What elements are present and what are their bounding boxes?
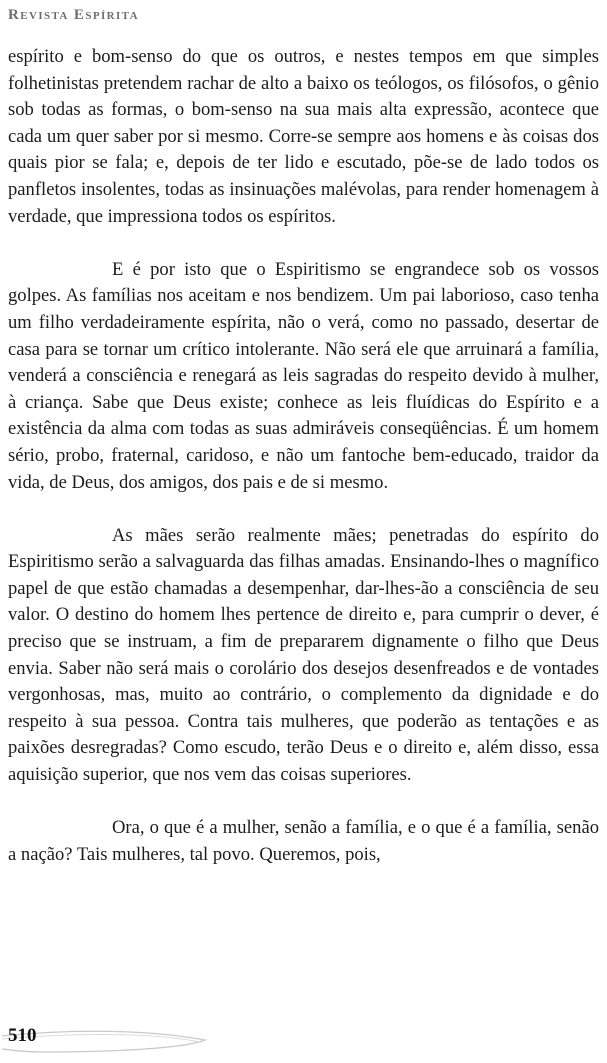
paragraph-4: Ora, o que é a mulher, senão a família, e o que é a família, senão a nação? Tais mulheres, tal povo. Queremos, pois,	[8, 817, 599, 865]
page-body-text	[8, 44, 599, 868]
paragraph-2: E é por isto que o Espiritismo se engrandece sob os vossos golpes. As famílias nos aceitam e nos bendizem. Um pai laborioso, caso tenha um filho verdadeiramente espírita, não o verá, como no passado, desertar de casa para se tornar um crítico intolerante. Não será ele que arruinará a família, venderá a consciência e renegará as leis sagradas do respeito devido à mulher, à criança. Sabe que Deus existe; conhece as leis fluídicas do Espírito e a existência da alma com todas as suas admiráveis conseqüências. É um homem sério, probo, fraternal, caridoso, e não um fantoche bem-educado, traidor da vida, de Deus, dos amigos, dos pais e de si mesmo.	[8, 258, 599, 493]
paragraph-1: espírito e bom-senso do que os outros, e nestes tempos em que simples folhetinistas pretendem rachar de alto a baixo os teólogos, os filósofos, o gênio sob todas as formas, o bom-senso na sua mais alta expressão, acontece que cada um quer saber por si mesmo. Corre-se sempre aos homens e às coisas dos quais pior se fala; e, depois de ter lido e escutado, põe-se de lado todos os panfletos insolentes, todas as insinuações malévolas, para render homenagem à verdade, que impressiona todos os espíritos.	[8, 46, 599, 227]
running-head-title: Revista Espírita	[8, 7, 139, 23]
page-number: 510	[8, 1025, 37, 1046]
paragraph-3: As mães serão realmente mães; penetradas do espírito do Espiritismo serão a salvaguarda das filhas amadas. Ensinando-lhes o magnífico papel de que estão chamadas a desempenhar, dar-lhes-ão a consciência de seu valor. O destino do homem lhes pertence de direito e, para cumprir o dever, é preciso que se instruam, a fim de prepararem dignamente o filho que Deus envia. Saber não será mais o corolário dos desejos desenfreados e de vontades vergonhosas, mas, muito ao contrário, o complemento da dignidade e do respeito à sua pessoa. Contra tais mulheres, que poderão as tentações e as paixões desregradas? Como escudo, terão Deus e o direito e, além disso, essa aquisição superior, que nos vem das coisas superiores.	[8, 524, 599, 786]
page-footer	[0, 1016, 607, 1063]
footer-swoosh-ornament	[0, 1016, 607, 1063]
